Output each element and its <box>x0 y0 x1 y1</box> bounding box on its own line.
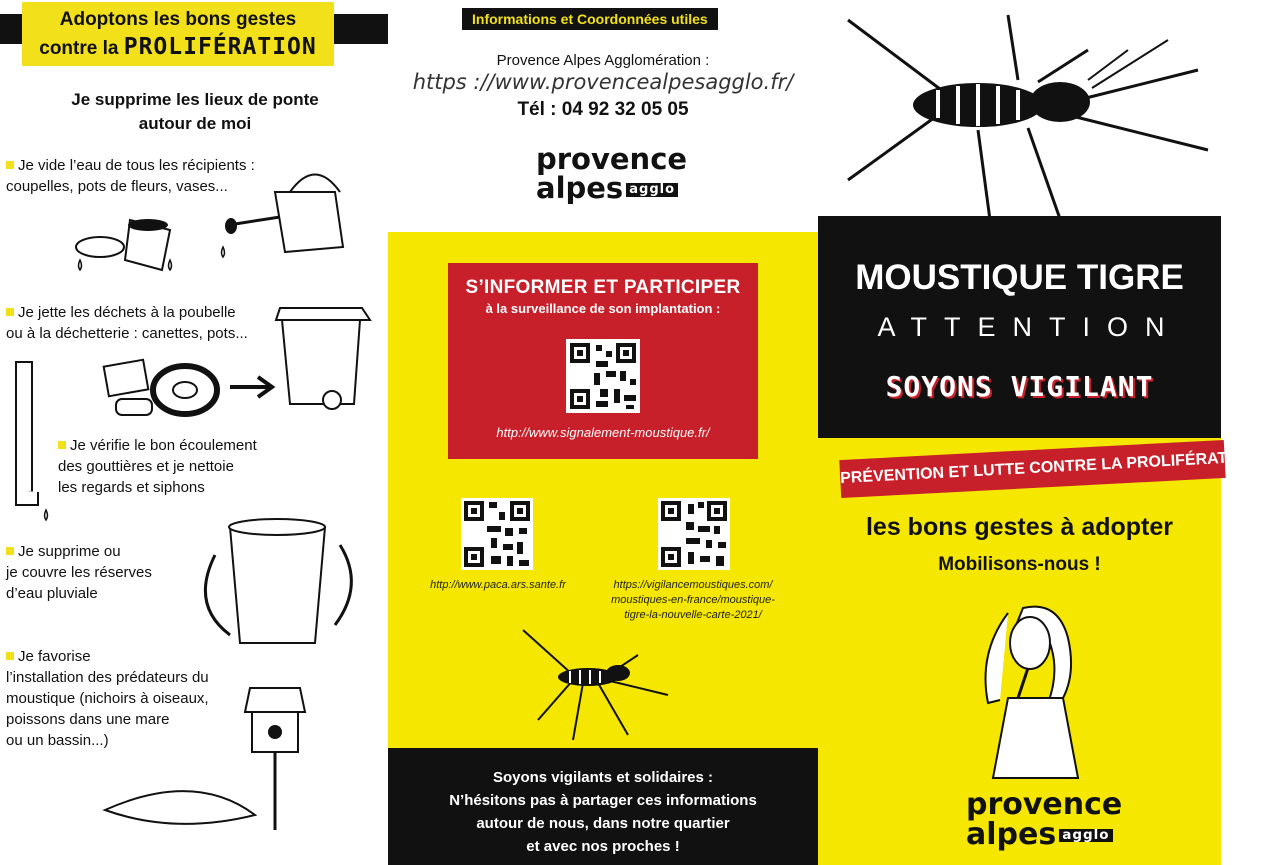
bullet-icon <box>6 308 14 316</box>
item-text: des gouttières et je nettoie <box>58 458 234 475</box>
red-info-box <box>448 263 758 459</box>
red-box-subtitle: à la surveillance de son implantation : <box>485 301 721 316</box>
left-subheading <box>20 88 370 136</box>
subheading-line1: Je supprime les lieux de ponte <box>71 90 319 109</box>
soyons-vigilant-text: SOYONS VIGILANT <box>885 370 1154 403</box>
item-text: d’eau pluviale <box>6 585 98 602</box>
info-tag: Informations et Coordonnées utiles <box>462 8 718 30</box>
item-text: les regards et siphons <box>58 479 205 496</box>
website-link[interactable]: https ://www.provencealpesagglo.fr/ <box>412 70 794 94</box>
provence-alpes-logo-bottom <box>966 787 1123 852</box>
bullet-icon <box>6 652 14 660</box>
vigilance-link-line: https://vigilancemoustiques.com/ <box>613 579 773 591</box>
subheading-line2: autour de moi <box>138 114 252 133</box>
middle-panel <box>388 0 818 865</box>
left-panel <box>0 0 388 865</box>
item-text: ou à la déchetterie : canettes, pots... <box>6 325 248 342</box>
phone-number: Tél : 04 92 32 05 05 <box>517 99 689 120</box>
item-text: Je favorise <box>18 648 91 665</box>
list-item-rainwater <box>6 541 152 604</box>
item-text: Je jette les déchets à la poubelle <box>18 304 236 321</box>
bullet-icon <box>6 547 14 555</box>
prevention-banner: PRÉVENTION ET LUTTE CONTRE LA PROLIFÉRATION : <box>839 440 1225 498</box>
pots-illustration <box>70 205 190 280</box>
attention-text: ATTENTION <box>877 312 1182 342</box>
trash-bin-illustration <box>272 296 377 411</box>
tiger-mosquito-illustration <box>828 10 1218 300</box>
item-text: Je supprime ou <box>18 543 121 560</box>
qr-code-left-icon <box>461 498 533 570</box>
item-text: je couvre les réserves <box>6 564 152 581</box>
solidarity-line: et avec nos proches ! <box>526 838 680 855</box>
logo-word3: agglo <box>626 183 678 196</box>
solidarity-line: autour de nous, dans notre quartier <box>476 815 730 832</box>
bons-gestes-heading: les bons gestes à adopter <box>865 513 1174 541</box>
logo-word3: agglo <box>1059 829 1112 843</box>
bullet-icon <box>6 161 14 169</box>
vigilance-link[interactable] <box>588 578 798 623</box>
logo-word1: provence <box>536 142 688 176</box>
cover-title: MOUSTIQUE TIGRE <box>855 258 1184 297</box>
org-name: Provence Alpes Agglomération : <box>496 52 710 69</box>
logo-word2: alpes <box>966 817 1057 852</box>
item-text: poissons dans une mare <box>6 711 170 728</box>
vigilance-link-line: tigre-la-nouvelle-carte-2021/ <box>624 609 762 621</box>
waste-illustration <box>100 355 285 420</box>
watering-can-illustration <box>215 162 355 267</box>
item-text: moustique (nichoirs à oiseaux, <box>6 690 209 707</box>
gutter-illustration <box>8 360 53 525</box>
left-title-line2 <box>22 33 334 63</box>
list-item-waste <box>6 302 248 344</box>
logo-word1: provence <box>966 787 1123 822</box>
solidarity-line: N’hésitons pas à partager ces informations <box>449 792 757 809</box>
left-title-line1: Adoptons les bons gestes <box>59 9 297 30</box>
vigilance-link-line: moustiques-en-france/moustique- <box>611 594 775 606</box>
bullet-icon <box>58 441 66 449</box>
signalement-link[interactable]: http://www.signalement-moustique.fr/ <box>496 425 710 440</box>
provence-alpes-logo-top <box>536 142 688 205</box>
thinking-woman-illustration <box>968 598 1098 788</box>
right-panel <box>818 0 1266 865</box>
ars-link[interactable]: http://www.paca.ars.sante.fr <box>430 579 566 591</box>
item-text: l’installation des prédateurs du <box>6 669 209 686</box>
logo-word2: alpes <box>536 171 624 205</box>
rain-barrel-illustration <box>195 515 375 650</box>
left-title-prefix: contre la <box>39 38 124 59</box>
red-box-title: S’INFORMER ET PARTICIPER <box>465 277 741 298</box>
list-item-gutters <box>58 435 257 498</box>
item-text: Je vérifie le bon écoulement <box>70 437 257 454</box>
solidarity-line: Soyons vigilants et solidaires : <box>492 769 714 786</box>
small-mosquito-illustration <box>518 625 678 745</box>
qr-code-icon <box>566 339 640 413</box>
left-title-big: PROLIFÉRATION <box>123 34 317 60</box>
birdhouse-pond-illustration <box>100 680 305 835</box>
solidarity-box <box>388 748 818 865</box>
qr-code-right-icon <box>658 498 730 570</box>
item-text: Je vide l’eau de tous les récipients : <box>18 157 255 174</box>
item-text: coupelles, pots de fleurs, vases... <box>6 178 228 195</box>
mobilisons-text: Mobilisons-nous ! <box>938 554 1101 575</box>
item-text: ou un bassin...) <box>6 732 109 749</box>
left-title-box <box>22 2 334 66</box>
